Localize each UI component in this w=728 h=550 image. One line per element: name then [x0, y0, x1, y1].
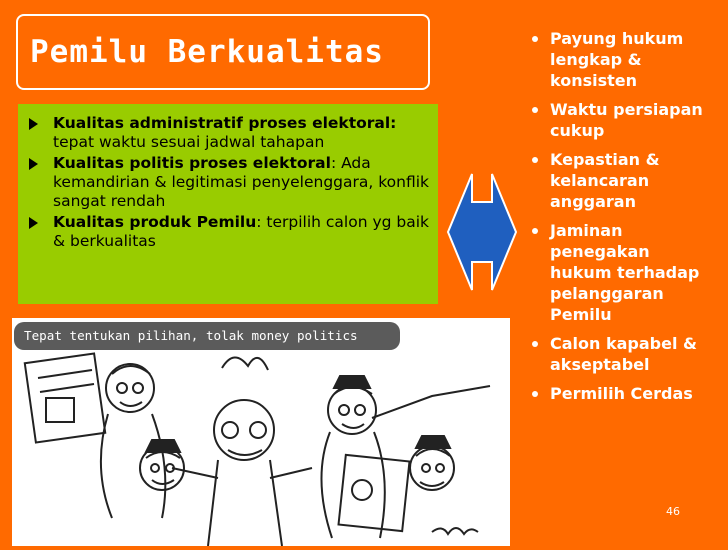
- list-item-text: Jaminan penegakan hukum terhadap pelanggaran Pemilu: [550, 221, 700, 324]
- quality-list: [18, 104, 438, 251]
- requirements-list: [516, 28, 714, 404]
- bullet-icon: [532, 107, 538, 113]
- cartoon-caption: Tepat tentukan pilihan, tolak money politics: [14, 322, 400, 350]
- list-item: [516, 383, 714, 404]
- list-item: [18, 213, 438, 251]
- triangle-bullet-icon: [29, 217, 38, 229]
- list-item: [516, 149, 714, 212]
- list-item-heading: Kualitas politis proses elektoral: [53, 154, 331, 172]
- bullet-icon: [532, 341, 538, 347]
- bullet-icon: [532, 228, 538, 234]
- bullet-icon: [532, 157, 538, 163]
- list-item: [516, 99, 714, 141]
- triangle-bullet-icon: [29, 158, 38, 170]
- list-item-text: Permilih Cerdas: [550, 384, 693, 403]
- list-item: [516, 333, 714, 375]
- double-arrow-icon: [446, 168, 518, 296]
- list-item-text: : terpilih calon yg baik & berkualitas: [53, 213, 430, 250]
- quality-panel: [18, 104, 438, 304]
- cartoon-drawing: [12, 318, 510, 546]
- bullet-icon: [532, 36, 538, 42]
- slide-number: 46: [666, 505, 680, 518]
- slide-title: Pemilu Berkualitas: [30, 34, 384, 70]
- requirements-panel: [516, 28, 714, 498]
- cartoon-illustration: [12, 318, 510, 546]
- list-item: [516, 220, 714, 325]
- list-item-text: Kepastian & kelancaran anggaran: [550, 150, 660, 211]
- bullet-icon: [532, 391, 538, 397]
- list-item-heading: Kualitas administratif proses elektoral:: [53, 114, 397, 132]
- list-item-text: Waktu persiapan cukup: [550, 100, 703, 140]
- list-item-text: Payung hukum lengkap & konsisten: [550, 29, 684, 90]
- triangle-bullet-icon: [29, 118, 38, 130]
- list-item-text: tepat waktu sesuai jadwal tahapan: [53, 133, 325, 151]
- list-item: [18, 114, 438, 152]
- list-item-text: : Ada kemandirian & legitimasi penyelenggara, konflik sangat rendah: [53, 154, 429, 210]
- list-item-text: Calon kapabel & akseptabel: [550, 334, 697, 374]
- list-item-heading: Kualitas produk Pemilu: [53, 213, 257, 231]
- list-item: [516, 28, 714, 91]
- list-item: [18, 154, 438, 211]
